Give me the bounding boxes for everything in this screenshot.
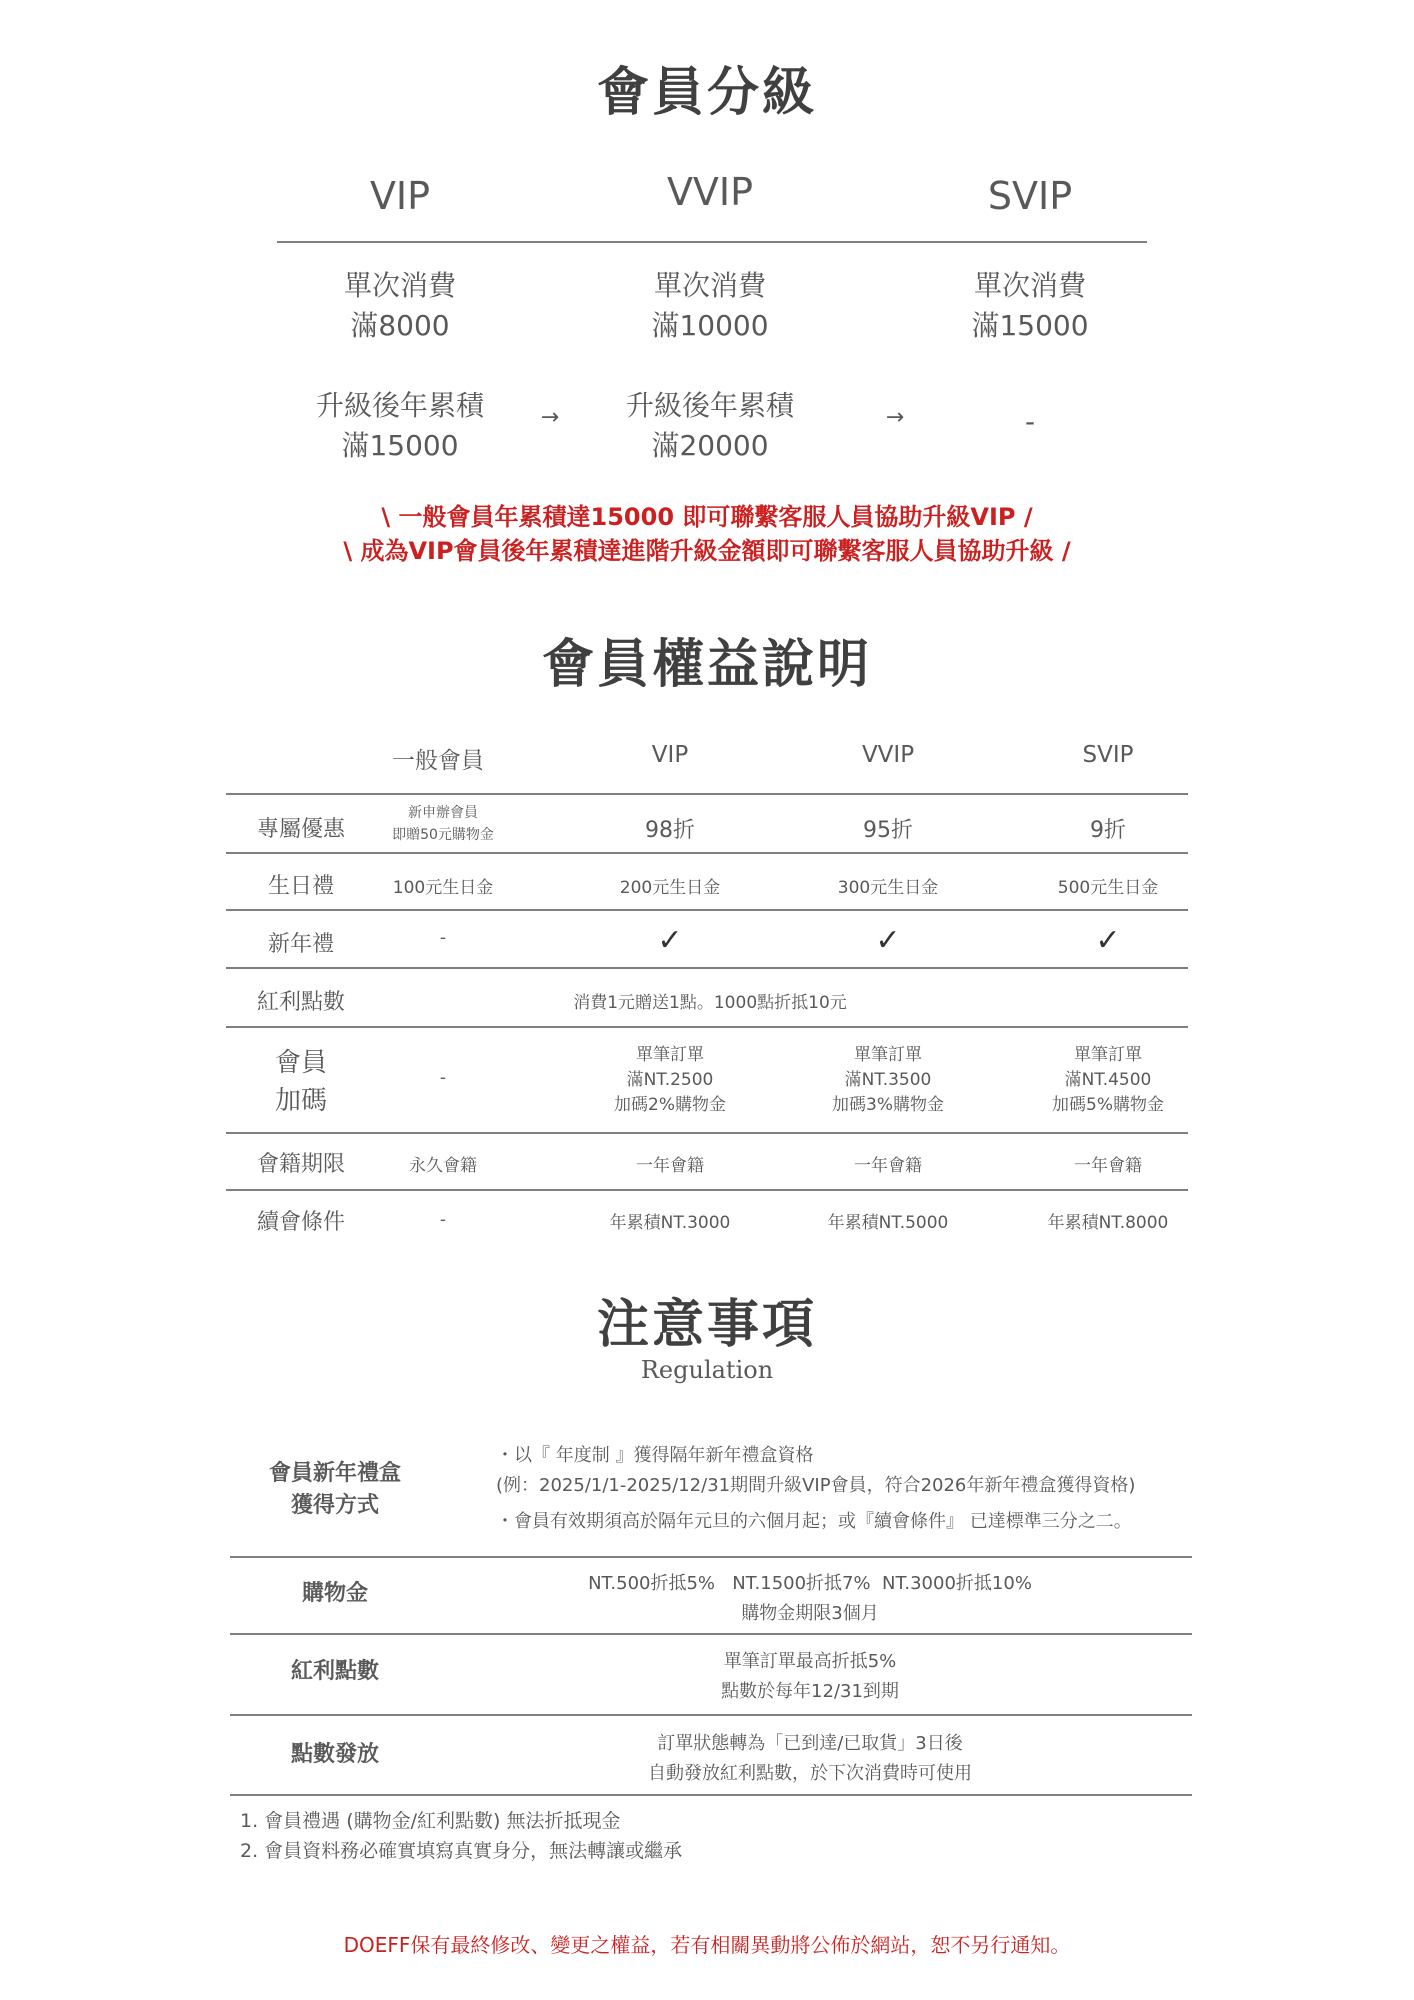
note-label-points: 紅利點數 [290, 1659, 379, 1684]
renew-svip: 年累積NT.8000 [1047, 1213, 1169, 1233]
note-divider [230, 1794, 1192, 1796]
footnote-item: 2. 會員資料務必確實填寫真實身分，無法轉讓或繼承 [240, 1840, 683, 1862]
check-icon: ✓ [657, 923, 683, 958]
bonus-line: 加碼2%購物金 [614, 1095, 726, 1115]
row-label-birthday: 生日禮 [267, 874, 334, 899]
bonus-line: 單筆訂單 [854, 1045, 922, 1065]
row-label-newyear: 新年禮 [267, 932, 334, 957]
note-content-shopping-credit [440, 1569, 1180, 1629]
note-divider [230, 1714, 1192, 1716]
section2-title: 會員權益說明 [541, 635, 872, 695]
exclusive-general-line: 即贈50元購物金 [392, 827, 494, 843]
note-line: ・以『 年度制 』獲得隔年新年禮盒資格 [496, 1445, 814, 1466]
vvip-single-spend [590, 266, 830, 346]
bonus-general: - [439, 1068, 447, 1088]
note-line: (例：2025/1/1-2025/12/31期間升級VIP會員，符合2026年新年禮盒獲得資格) [496, 1475, 1136, 1496]
term-general: 永久會籍 [409, 1156, 477, 1176]
row-label-renew: 續會條件 [256, 1210, 345, 1235]
vip-upgrade [280, 386, 520, 466]
single-amount: 滿15000 [971, 309, 1089, 342]
arrow-right-icon: → [540, 405, 560, 430]
table-divider [226, 909, 1188, 911]
footnotes [240, 1806, 1140, 1866]
note-label-newyear-box [230, 1458, 440, 1522]
bonus-label-line: 加碼 [274, 1086, 327, 1116]
birthday-vip: 200元生日金 [619, 878, 721, 898]
col-vip: VIP [651, 742, 689, 768]
exclusive-general-line: 新申辦會員 [408, 805, 478, 821]
renew-general: - [439, 1210, 447, 1230]
tier-svip: SVIP [987, 174, 1073, 218]
note-line: NT.500折抵5% NT.1500折抵7% NT.3000折抵10% [588, 1573, 1032, 1594]
svip-single-spend [910, 266, 1150, 346]
svip-upgrade-dash: - [1024, 405, 1036, 438]
single-label: 單次消費 [973, 269, 1086, 302]
note-content-newyear-box [496, 1441, 1216, 1537]
bonus-label-line: 會員 [274, 1048, 327, 1078]
vvip-upgrade [590, 386, 830, 466]
bonus-vvip [808, 1043, 968, 1118]
birthday-vvip: 300元生日金 [837, 878, 939, 898]
single-amount: 滿8000 [350, 309, 450, 342]
single-label: 單次消費 [343, 269, 456, 302]
single-amount: 滿10000 [651, 309, 769, 342]
bonus-vip [590, 1043, 750, 1118]
exclusive-vvip: 95折 [863, 818, 913, 843]
note-line: ・會員有效期須高於隔年元旦的六個月起；或『續會條件』 已達標準三分之二。 [496, 1511, 1132, 1532]
note-line: 訂單狀態轉為「已到達/已取貨」3日後 [657, 1733, 963, 1754]
note-line: 購物金期限3個月 [741, 1603, 879, 1624]
single-label: 單次消費 [653, 269, 766, 302]
note-content-points [440, 1647, 1180, 1707]
note-label-line: 獲得方式 [290, 1493, 379, 1518]
term-vip: 一年會籍 [636, 1156, 704, 1176]
note-line: 自動發放紅利點數，於下次消費時可使用 [648, 1763, 972, 1784]
bonus-line: 滿NT.3500 [844, 1070, 932, 1090]
upgrade-label: 升級後年累積 [315, 389, 484, 422]
col-svip: SVIP [1082, 742, 1134, 768]
exclusive-general [368, 802, 518, 846]
table-divider [226, 852, 1188, 854]
term-svip: 一年會籍 [1074, 1156, 1142, 1176]
renew-vvip: 年累積NT.5000 [827, 1213, 949, 1233]
points-value: 消費1元贈送1點。1000點折抵10元 [573, 993, 847, 1013]
row-label-term: 會籍期限 [256, 1152, 345, 1177]
note-divider [230, 1556, 1192, 1558]
table-divider [226, 967, 1188, 969]
table-divider [226, 1026, 1188, 1028]
bonus-svip [1028, 1043, 1188, 1118]
upgrade-note-1: \ 一般會員年累積達15000 即可聯繫客服人員協助升級VIP / [381, 503, 1033, 531]
term-vvip: 一年會籍 [854, 1156, 922, 1176]
note-label-line: 會員新年禮盒 [268, 1461, 401, 1486]
upgrade-amount: 滿15000 [341, 429, 459, 462]
col-vvip: VVIP [861, 742, 915, 768]
note-label-shopping-credit: 購物金 [301, 1581, 368, 1606]
note-divider [230, 1633, 1192, 1635]
section1-title: 會員分級 [596, 63, 817, 123]
exclusive-svip: 9折 [1090, 818, 1126, 843]
bonus-line: 滿NT.2500 [626, 1070, 714, 1090]
col-general: 一般會員 [392, 748, 484, 774]
birthday-svip: 500元生日金 [1057, 878, 1159, 898]
table-divider [226, 793, 1188, 795]
renew-vip: 年累積NT.3000 [609, 1213, 731, 1233]
check-icon: ✓ [875, 923, 901, 958]
section3-title: 注意事項 [596, 1295, 817, 1355]
tier-vvip: VVIP [666, 170, 754, 214]
note-content-points-issue [440, 1729, 1180, 1789]
vip-single-spend [280, 266, 520, 346]
newyear-general: - [439, 928, 447, 948]
check-icon: ✓ [1095, 923, 1121, 958]
bonus-line: 加碼5%購物金 [1052, 1095, 1164, 1115]
arrow-right-icon: → [885, 405, 905, 430]
table-divider [226, 1189, 1188, 1191]
bonus-line: 滿NT.4500 [1064, 1070, 1152, 1090]
note-label-points-issue: 點數發放 [290, 1742, 379, 1767]
note-line: 單筆訂單最高折抵5% [723, 1651, 897, 1672]
upgrade-label: 升級後年累積 [625, 389, 794, 422]
bonus-line: 加碼3%購物金 [832, 1095, 944, 1115]
upgrade-amount: 滿20000 [651, 429, 769, 462]
row-label-points: 紅利點數 [256, 990, 345, 1015]
section3-subtitle: Regulation [640, 1356, 774, 1384]
table-divider [226, 1132, 1188, 1134]
bonus-line: 單筆訂單 [1074, 1045, 1142, 1065]
tier-divider [277, 241, 1147, 243]
row-label-exclusive: 專屬優惠 [256, 817, 345, 842]
birthday-general: 100元生日金 [392, 878, 494, 898]
tier-vip: VIP [369, 174, 431, 218]
bonus-line: 單筆訂單 [636, 1045, 704, 1065]
upgrade-note-2: \ 成為VIP會員後年累積達進階升級金額即可聯繫客服人員協助升級 / [343, 537, 1071, 565]
disclaimer: DOEFF保有最終修改、變更之權益，若有相關異動將公佈於網站，恕不另行通知。 [343, 1933, 1071, 1957]
note-line: 點數於每年12/31到期 [721, 1681, 899, 1702]
exclusive-vip: 98折 [645, 818, 695, 843]
row-label-bonus [226, 1044, 376, 1120]
footnote-item: 1. 會員禮遇 (購物金/紅利點數) 無法折抵現金 [240, 1810, 621, 1832]
